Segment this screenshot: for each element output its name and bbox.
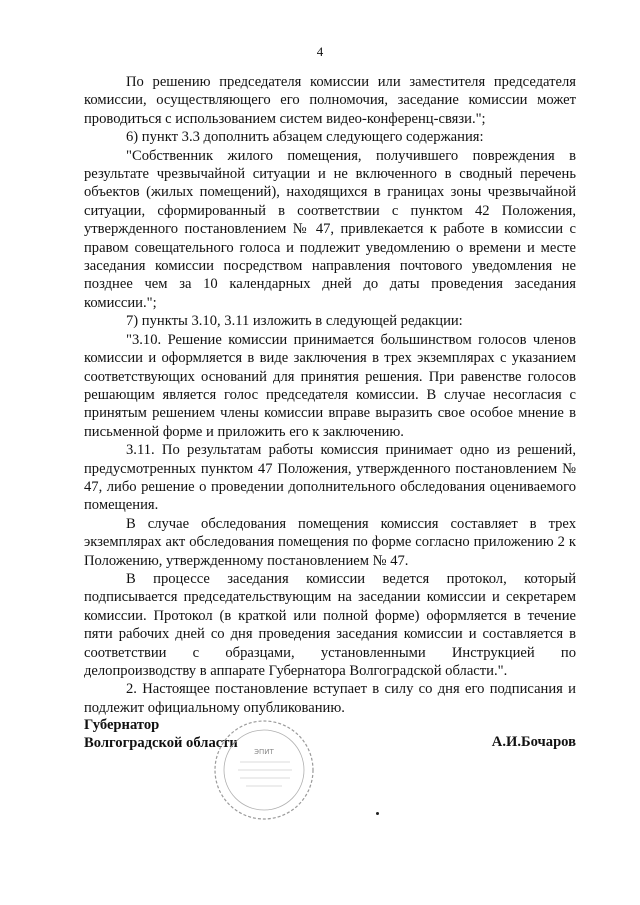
paragraph-9: 2. Настоящее постановление вступает в силу со дня его подписания и подлежит официальному опубликованию. [84, 681, 576, 716]
document-body [84, 73, 576, 717]
signature-name: А.И.Бочаров [491, 734, 576, 750]
paragraph-3: "Собственник жилого помещения, получившего повреждения в результате чрезвычайной ситуации и не включенного в сводный перечень объектов (жилых помещений), находящихся в границах зоны чрезвычайной ситуации, сформированный в соответствии с пунктом 42 Положения, утвержденного постановлением № 47, привлекается к работе в комиссии с правом совещательного голоса и подлежит уведомлению о времени и месте заседания комиссии посредством направления почтового уведомления не позднее чем за 10 календарных дней до даты проведения заседания комиссии."; [84, 147, 576, 311]
paragraph-2: 6) пункт 3.3 дополнить абзацем следующего содержания: [126, 129, 484, 146]
paragraph-1: По решению председателя комиссии или заместителя председателя комиссии, осуществляющего его полномочия, заседание комиссии может проводиться с использованием систем видео-конференц-связи."; [84, 74, 576, 127]
paragraph-4: 7) пункты 3.10, 3.11 изложить в следующей редакции: [126, 313, 463, 330]
paragraph-5: "3.10. Решение комиссии принимается большинством голосов членов комиссии и оформляется в виде заключения в трех экземплярах с указанием соответствующих оснований для принятия решения. При равенстве голосов решающим является голос председателя комиссии. В случае несогласия с принятым решением члены комиссии вправе выразить свое особое мнение в письменной форме и приложить его к заключению. [84, 331, 576, 440]
ink-dot [376, 812, 379, 815]
signature-title-line2: Волгоградской области [84, 735, 238, 751]
signature-title-line1: Губернатор [84, 717, 160, 733]
paragraph-6: 3.11. По результатам работы комиссия принимает одно из решений, предусмотренных пунктом 47 Положения, утвержденного постановлением № 47, либо решение о проведении дополнительного обследования оцениваемого помещения. [84, 442, 576, 514]
page-number: 4 [316, 44, 324, 59]
seal-stamp-icon [212, 718, 316, 822]
paragraph-7: В случае обследования помещения комиссия составляет в трех экземплярах акт обследования помещения по форме согласно приложению 2 к Положению, утвержденному постановлением № 47. [84, 515, 576, 569]
paragraph-8: В процессе заседания комиссии ведется протокол, который подписывается председательствующим на заседании комиссии и секретарем комиссии. Протокол (в краткой или полной форме) оформляется в течение пяти рабочих дней со дня проведения заседания комиссии и составляется в соответствии с образцами, установленными Инструкцией по делопроизводству в аппарате Губернатора Волгоградской области.". [84, 570, 576, 679]
seal-text: ЭПИТ [254, 748, 274, 756]
